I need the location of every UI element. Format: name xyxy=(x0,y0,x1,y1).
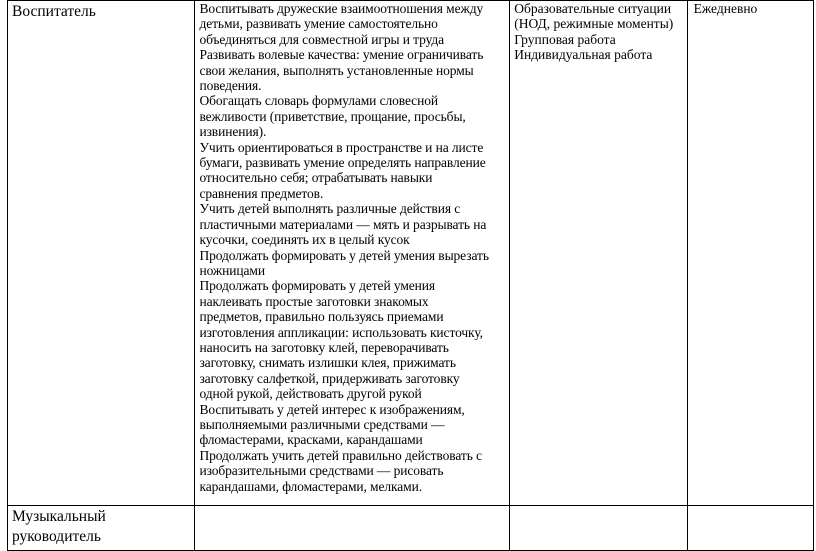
text-line: Учить детей выполнять различные действия с xyxy=(199,201,461,217)
text-line: Индивидуальная работа xyxy=(514,47,653,63)
period-text: Ежедневно xyxy=(693,1,758,16)
text-line: Воспитывать дружеские взаимоотношения между xyxy=(199,1,484,16)
text-line: относительно себя; отрабатывать навыки xyxy=(199,170,433,186)
period-cell xyxy=(687,1,813,506)
text-line: Образовательные ситуации xyxy=(514,1,672,16)
text-line: карандашами, фломастерами, мелками. xyxy=(199,478,423,494)
role-line: руководитель xyxy=(12,528,101,545)
text-line: кусочки, соединять их в целый кусок xyxy=(199,232,410,248)
table-row-educator xyxy=(8,1,814,506)
role-music-director xyxy=(8,506,194,547)
text-line: Учить ориентироваться в пространстве и на листе xyxy=(199,139,484,155)
text-line: (НОД, режимные моменты) xyxy=(514,16,674,32)
text-line: пластичными материалами — мять и разрывать на xyxy=(199,216,487,232)
text-line: ножницами xyxy=(199,262,265,278)
text-line: Продолжать формировать у детей умения xyxy=(199,278,436,294)
text-line: выполняемыми различными средствами — xyxy=(199,416,445,432)
role-cell xyxy=(8,1,195,506)
forms-cell-empty xyxy=(510,506,687,551)
text-line: Продолжать учить детей правильно действовать с xyxy=(199,447,482,463)
tasks-text xyxy=(195,1,509,494)
text-line: Обогащать словарь формулами словесной xyxy=(199,93,438,109)
text-line: поведения. xyxy=(199,78,262,94)
role-educator: Воспитатель xyxy=(12,3,96,20)
text-line: предметов, правильно пользуясь приемами xyxy=(199,309,444,325)
forms-cell xyxy=(510,1,687,506)
text-line: объединяться для совместной игры и труда xyxy=(199,31,445,47)
text-line: наклеивать простые заготовки знакомых xyxy=(199,293,429,309)
text-line: одной рукой, действовать другой рукой xyxy=(199,386,422,402)
text-line: Продолжать формировать у детей умения вырезать xyxy=(199,247,489,263)
text-line: заготовку, снимать излишки клея, прижимать xyxy=(199,355,456,371)
text-line: бумаги, развивать умение определять направление xyxy=(199,155,486,171)
text-line: изобразительными средствами — рисовать xyxy=(199,463,444,479)
text-line: наносить на заготовку клей, переворачивать xyxy=(199,339,449,355)
plan-table xyxy=(7,0,814,551)
text-line: заготовку салфеткой, придерживать заготовку xyxy=(199,370,460,386)
text-line: свои желания, выполнять установленные нормы xyxy=(199,62,474,78)
text-line: детьми, развивать умение самостоятельно xyxy=(199,16,438,32)
role-cell xyxy=(8,506,195,551)
text-line: Развивать волевые качества: умение ограничивать xyxy=(199,47,484,63)
text-line: изготовления аппликации: использовать кисточку, xyxy=(199,324,483,340)
text-line: сравнения предметов. xyxy=(199,185,324,201)
content-cell xyxy=(195,1,510,506)
work-forms-text xyxy=(510,1,686,63)
content-cell-empty xyxy=(195,506,510,551)
role-line: Музыкальный xyxy=(12,508,106,525)
text-line: вежливости (приветствие, прощание, просьбы, xyxy=(199,108,466,124)
text-line: Воспитывать у детей интерес к изображениям, xyxy=(199,401,465,417)
text-line: извинения). xyxy=(199,124,267,140)
text-line: фломастерами, красками, карандашами xyxy=(199,432,423,448)
table-row-music-director xyxy=(8,506,814,551)
text-line: Групповая работа xyxy=(514,31,616,47)
period-cell-empty xyxy=(687,506,813,551)
